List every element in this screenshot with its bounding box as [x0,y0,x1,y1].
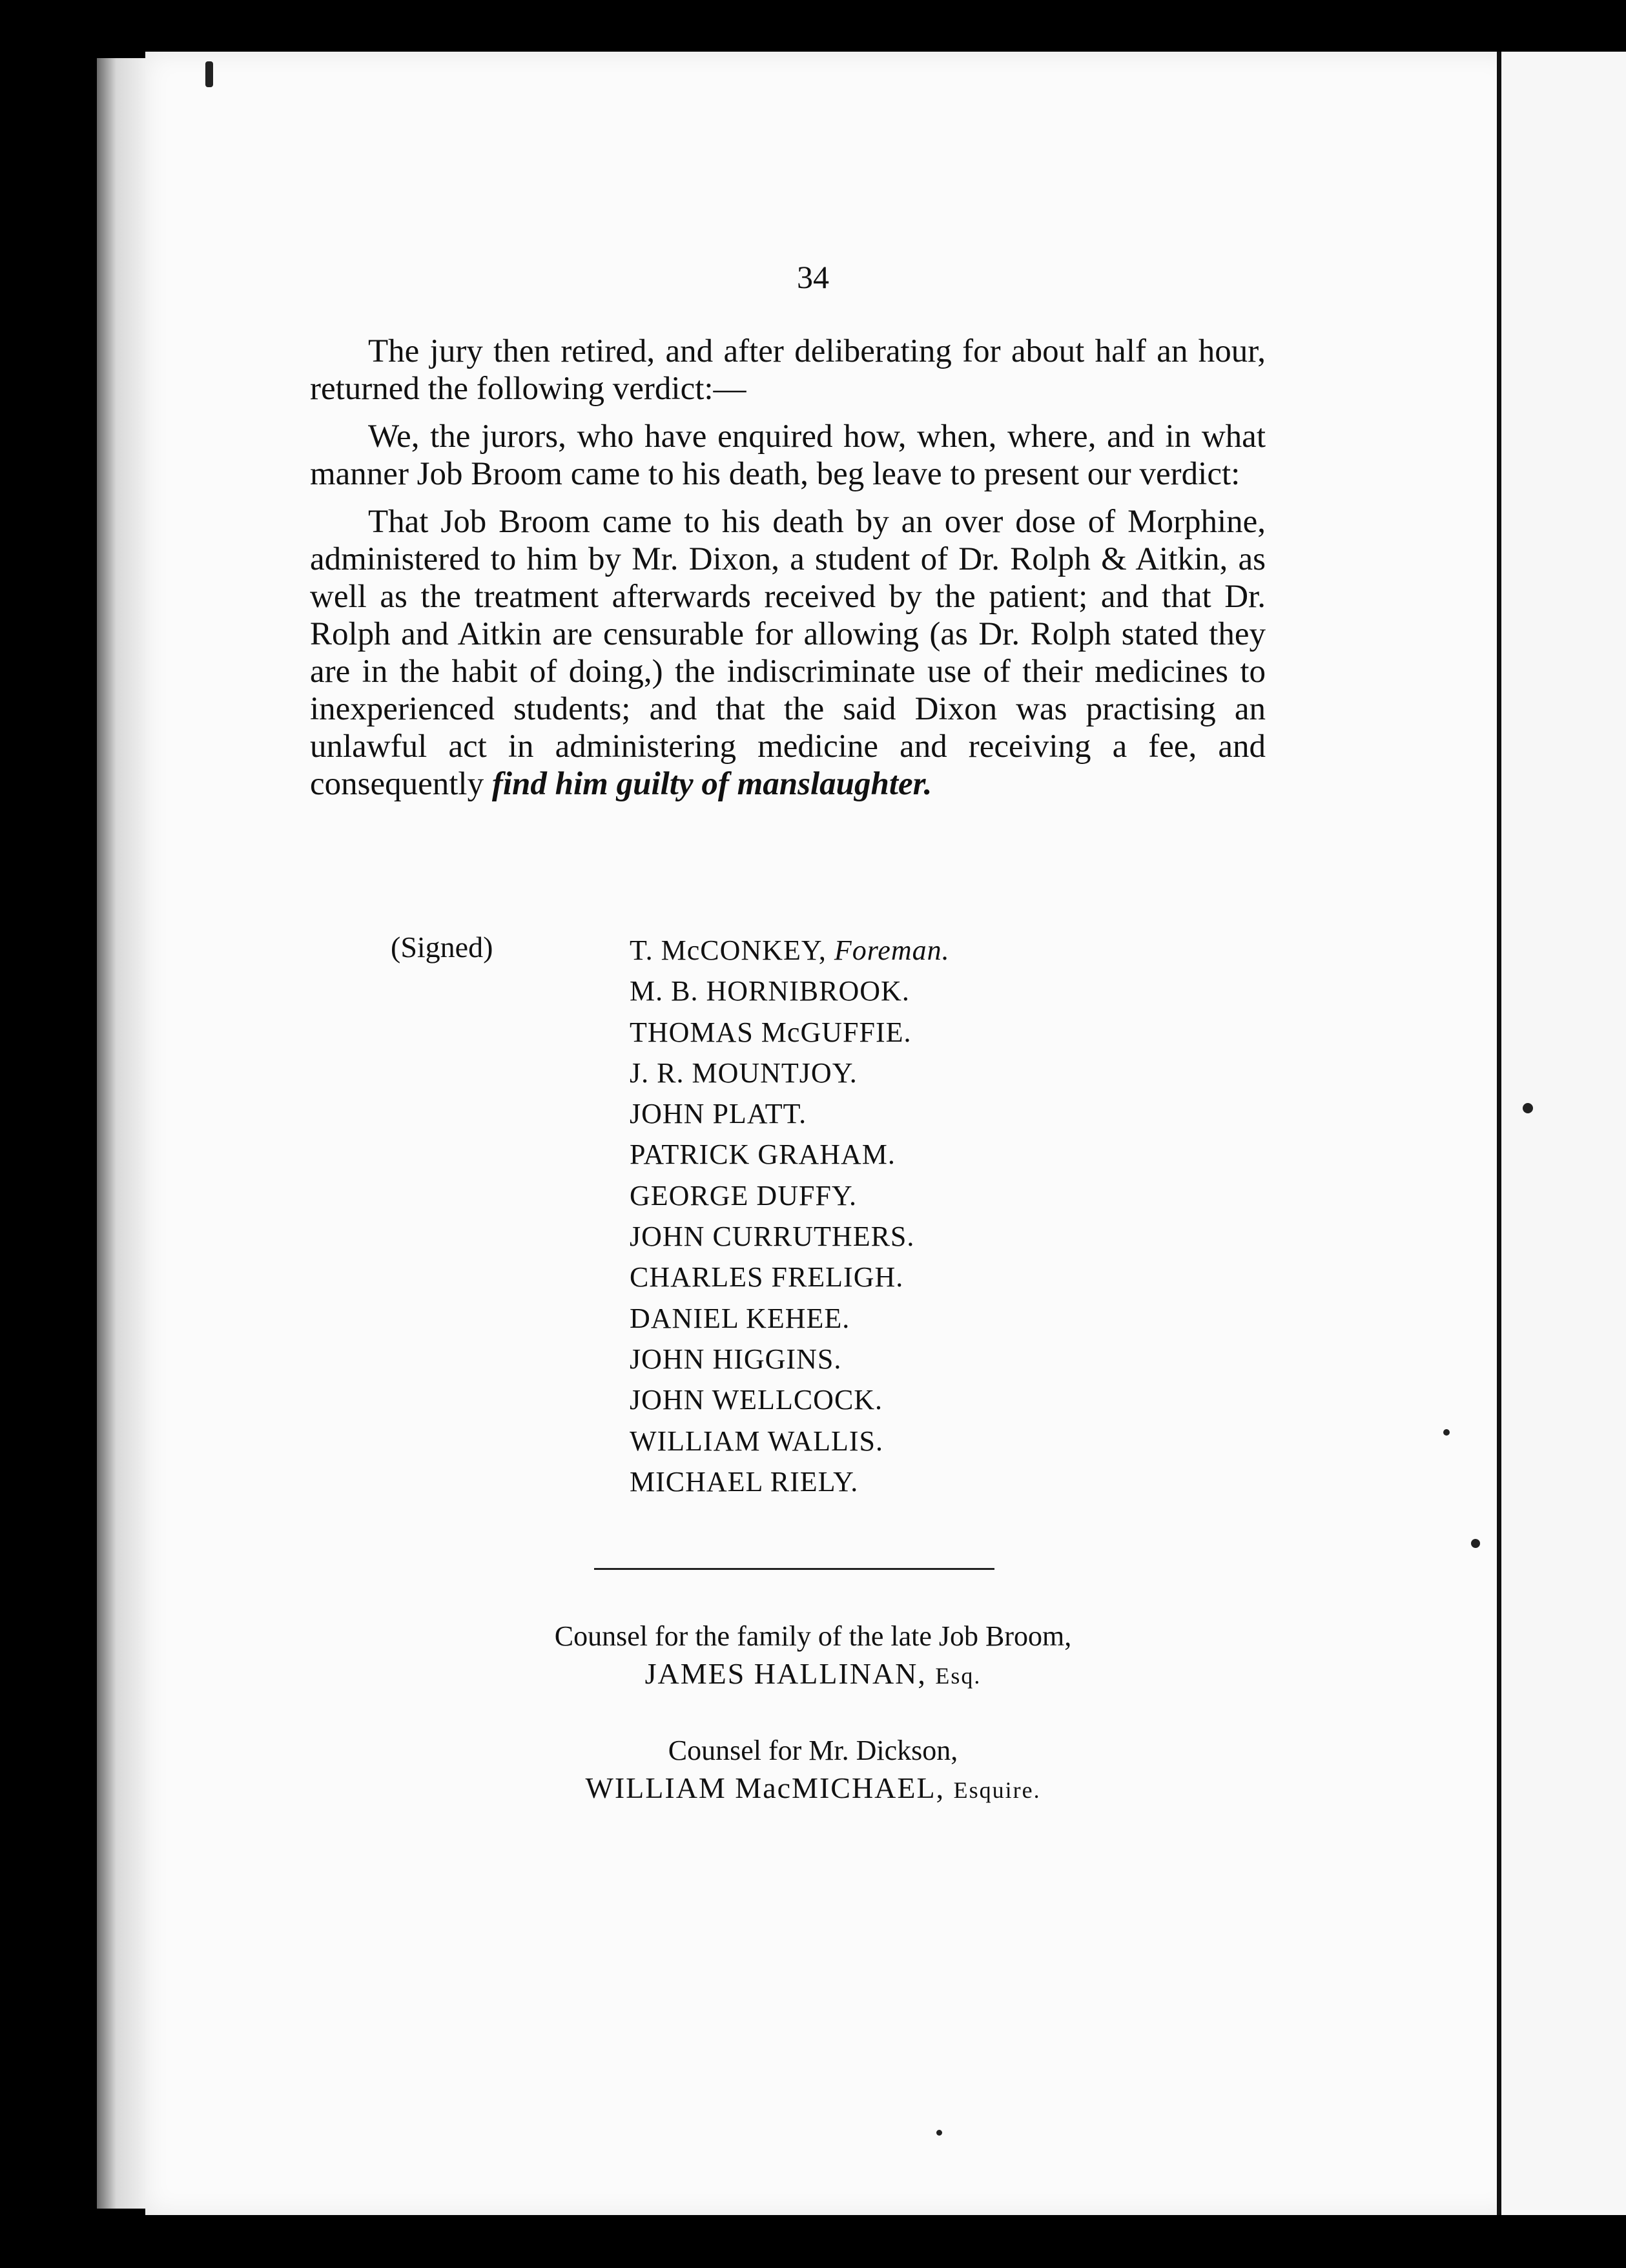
counsel-family-name: JAMES HALLINAN, [644,1657,927,1690]
juror-name: CHARLES FRELIGH. [630,1261,904,1294]
ink-speck [1443,1429,1450,1436]
verdict-body [310,333,1266,813]
signed-label: (Signed) [391,931,493,964]
juror-name: WILLIAM WALLIS. [630,1425,883,1457]
counsel-family-suffix: Esq. [935,1663,982,1689]
counsel-family-name-line [0,1655,1626,1695]
juror-name: MICHAEL RIELY. [630,1465,859,1498]
paragraph-jury-retired: The jury then retired, and after deliberating for about half an hour, returned the following verdict:— [310,333,1266,407]
binding-gutter-line [1497,52,1501,2215]
section-divider [594,1568,994,1570]
juror-name: M. B. HORNIBROOK. [630,975,910,1007]
page-number: 34 [797,259,829,295]
juror-name: DANIEL KEHEE. [630,1302,850,1334]
page-edge-left [97,58,145,2209]
juror-name: JOHN PLATT. [630,1098,807,1130]
juror-list [630,930,950,1502]
counsel-dickson-name-line [0,1769,1626,1809]
foreman-role: Foreman. [834,934,950,966]
counsel-dickson-caption: Counsel for Mr. Dickson, [668,1735,958,1766]
juror-name: JOHN HIGGINS. [630,1343,842,1375]
foreman-name: T. McCONKEY, [630,934,827,966]
counsel-family [0,1618,1626,1695]
verdict-finding: find him guilty of manslaughter. [491,766,932,802]
ink-speck [205,61,213,87]
juror-name: PATRICK GRAHAM. [630,1139,896,1171]
juror-name: JOHN CURRUTHERS. [630,1221,915,1253]
juror-name: J. R. MOUNTJOY. [630,1057,858,1089]
juror-foreman [630,930,950,971]
juror-name: JOHN WELLCOCK. [630,1384,883,1416]
paragraph-jurors-intro: We, the jurors, who have enquired how, when, where, and in what manner Job Broom came to his death, beg leave to present our verdict: [310,418,1266,492]
verdict-text: That Job Broom came to his death by an over dose of Morphine, administered to him by Mr. Dixon, a student of Dr. Rolph & Aitkin, as well as the treatment afterwards received by the patient; and that Dr. Rolph and Aitkin are censurable for allowing (as Dr. Rolph stated they are in the habit of doing,) the indiscriminate use of their medicines to inexperienced students; and that the said Dixon was practising an unlawful act in administering medicine and receiving a fee, and consequently [310,504,1266,802]
ink-speck [936,2130,942,2136]
juror-name: THOMAS McGUFFIE. [630,1016,912,1048]
juror-name: GEORGE DUFFY. [630,1179,858,1211]
counsel-dickson-suffix: Esquire. [953,1777,1041,1803]
ink-speck [1471,1539,1480,1548]
counsel-dickson-name: WILLIAM MacMICHAEL, [585,1771,945,1804]
counsel-family-caption: Counsel for the family of the late Job Broom, [554,1620,1072,1652]
ink-speck [1523,1103,1533,1113]
paragraph-verdict [310,503,1266,803]
facing-page-strip [1501,52,1626,2215]
counsel-dickson [0,1732,1626,1809]
